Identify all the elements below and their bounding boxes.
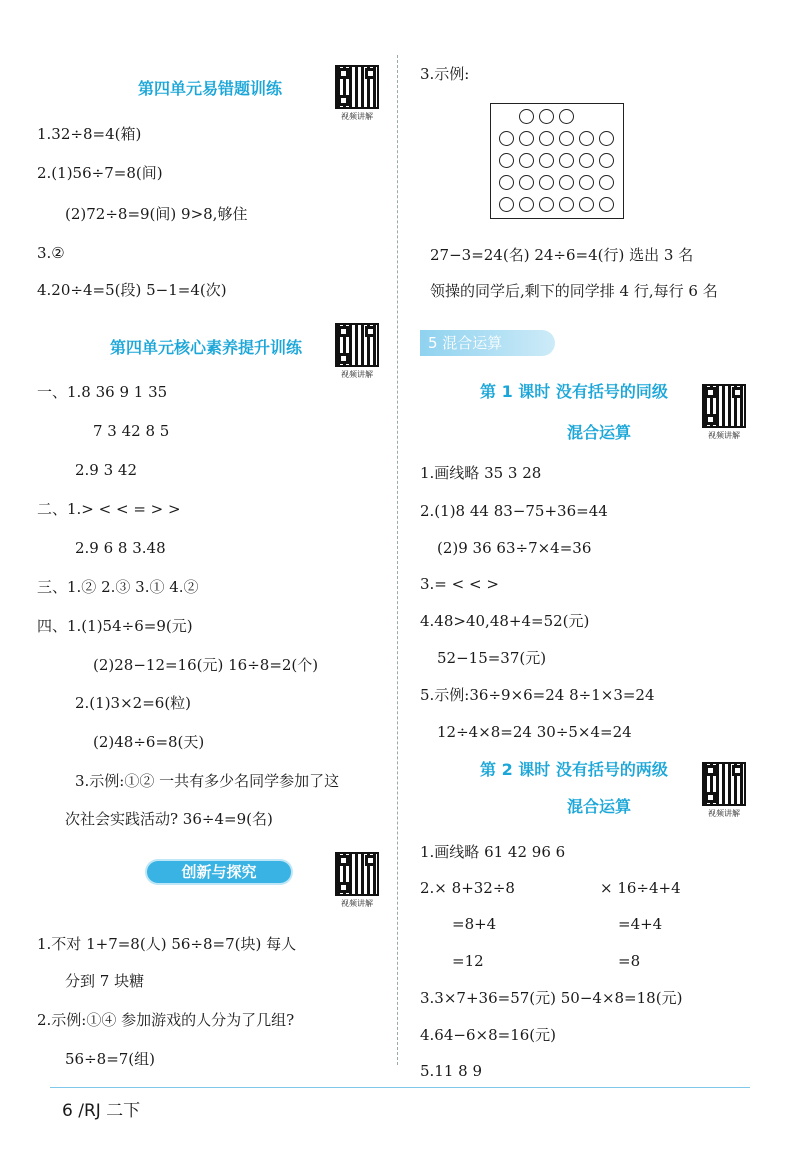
- circle-mark: [579, 197, 594, 212]
- answer-line: 1.画线略 61 42 96 6: [420, 843, 566, 861]
- answer-line: 次社会实践活动? 36÷4=9(名): [65, 810, 273, 828]
- answer-line: 2.(1)56÷7=8(间): [37, 164, 163, 182]
- circle-mark: [499, 153, 514, 168]
- answer-line: 56÷8=7(组): [65, 1050, 156, 1068]
- qr-code-icon: [335, 852, 379, 896]
- circle-mark: [559, 175, 574, 190]
- circle-mark: [519, 109, 534, 124]
- circle-mark: [599, 175, 614, 190]
- circle-mark: [539, 197, 554, 212]
- answer-line: 一、1.8 36 9 1 35: [37, 383, 168, 401]
- answer-line: 2.(1)3×2=6(粒): [75, 694, 192, 712]
- answer-line: 3.示例:: [420, 65, 470, 83]
- chapter-tag: [420, 330, 555, 356]
- circle-mark: [499, 197, 514, 212]
- qr-code[interactable]: [332, 323, 382, 380]
- answer-line: 4.48>40,48+4=52(元): [420, 612, 590, 630]
- circle-mark: [539, 131, 554, 146]
- answer-line: 1.32÷8=4(箱): [37, 125, 142, 143]
- section-title-unit4-errors: 第四单元易错题训练: [138, 79, 283, 98]
- circle-mark: [559, 109, 574, 124]
- lesson1-title-cont: 混合运算: [567, 423, 632, 442]
- qr-caption: 视频讲解: [708, 809, 740, 818]
- answer-line: 7 3 42 8 5: [93, 422, 170, 440]
- qr-code[interactable]: [699, 384, 749, 441]
- circle-mark: [519, 175, 534, 190]
- answer-line: 2.9 6 8 3.48: [75, 539, 166, 557]
- section-title-unit4-core: 第四单元核心素养提升训练: [110, 338, 303, 357]
- qr-code-icon: [702, 384, 746, 428]
- column-divider: [397, 55, 398, 1065]
- qr-code-icon: [335, 65, 379, 109]
- circle-mark: [539, 175, 554, 190]
- answer-line: =8+4: [452, 915, 497, 933]
- answer-line: 分到 7 块糖: [65, 972, 145, 990]
- qr-caption: 视频讲解: [708, 431, 740, 440]
- answer-line: 3.3×7+36=57(元) 50−4×8=18(元): [420, 989, 683, 1007]
- qr-code-icon: [335, 323, 379, 367]
- answer-line: 2.示例:①④ 参加游戏的人分为了几组?: [37, 1011, 295, 1029]
- answer-line: 1.画线略 35 3 28: [420, 464, 542, 482]
- answer-line: 三、1.② 2.③ 3.① 4.②: [37, 578, 199, 596]
- circle-mark: [519, 153, 534, 168]
- circle-mark: [599, 197, 614, 212]
- circle-mark: [499, 131, 514, 146]
- answer-line: 2.× 8+32÷8: [420, 879, 515, 897]
- circle-mark: [579, 175, 594, 190]
- answer-line: 2.9 3 42: [75, 461, 138, 479]
- answer-line: (2)48÷6=8(天): [93, 733, 205, 751]
- answer-line: (2)28−12=16(元) 16÷8=2(个): [93, 656, 319, 674]
- lesson1-title: 第 1 课时 没有括号的同级: [480, 382, 668, 401]
- answer-line: 3.②: [37, 244, 65, 262]
- circle-mark: [539, 153, 554, 168]
- qr-caption: 视频讲解: [341, 112, 373, 121]
- answer-line: 4.64−6×8=16(元): [420, 1026, 556, 1044]
- circle-mark: [559, 197, 574, 212]
- answer-line: =4+4: [618, 915, 663, 933]
- circle-mark: [579, 131, 594, 146]
- answer-line: =8: [618, 952, 641, 970]
- answer-line: 四、1.(1)54÷6=9(元): [37, 617, 193, 635]
- answer-line: 5.示例:36÷9×6=24 8÷1×3=24: [420, 686, 655, 704]
- answer-line: (2)9 36 63÷7×4=36: [437, 539, 592, 557]
- answer-line: 52−15=37(元): [437, 649, 547, 667]
- answer-line: 2.(1)8 44 83−75+36=44: [420, 502, 608, 520]
- circle-mark: [519, 197, 534, 212]
- answer-line: 27−3=24(名) 24÷6=4(行) 选出 3 名: [430, 246, 694, 264]
- circle-mark: [599, 153, 614, 168]
- circle-mark: [599, 131, 614, 146]
- answer-line: 1.不对 1+7=8(人) 56÷8=7(块) 每人: [37, 935, 297, 953]
- qr-code-icon: [702, 762, 746, 806]
- page-footer: 6 /RJ 二下: [62, 1101, 141, 1121]
- circle-mark: [579, 153, 594, 168]
- circle-mark: [539, 109, 554, 124]
- circle-arrangement-diagram: [490, 103, 624, 219]
- answer-line: 领操的同学后,剩下的同学排 4 行,每行 6 名: [430, 282, 718, 300]
- answer-line: × 16÷4+4: [600, 879, 681, 897]
- answer-line: 二、1.> < < = > >: [37, 500, 181, 518]
- lesson2-title-cont: 混合运算: [567, 797, 632, 816]
- answer-line: 5.11 8 9: [420, 1062, 483, 1080]
- chapter-tag-label: 5 混合运算: [428, 334, 503, 352]
- qr-code[interactable]: [699, 762, 749, 819]
- qr-code[interactable]: [332, 852, 382, 909]
- innovation-banner: 创新与探究: [147, 861, 291, 883]
- footer-rule: [50, 1087, 750, 1088]
- answer-line: (2)72÷8=9(间) 9>8,够住: [65, 205, 248, 223]
- answer-line: =12: [452, 952, 484, 970]
- answer-line: 4.20÷4=5(段) 5−1=4(次): [37, 281, 227, 299]
- qr-caption: 视频讲解: [341, 370, 373, 379]
- answer-line: 12÷4×8=24 30÷5×4=24: [437, 723, 632, 741]
- qr-caption: 视频讲解: [341, 899, 373, 908]
- circle-mark: [519, 131, 534, 146]
- circle-mark: [559, 131, 574, 146]
- qr-code[interactable]: [332, 65, 382, 122]
- lesson2-title: 第 2 课时 没有括号的两级: [480, 760, 668, 779]
- answer-line: 3.示例:①② 一共有多少名同学参加了这: [75, 772, 340, 790]
- answer-line: 3.= < < >: [420, 575, 499, 593]
- circle-mark: [499, 175, 514, 190]
- circle-mark: [559, 153, 574, 168]
